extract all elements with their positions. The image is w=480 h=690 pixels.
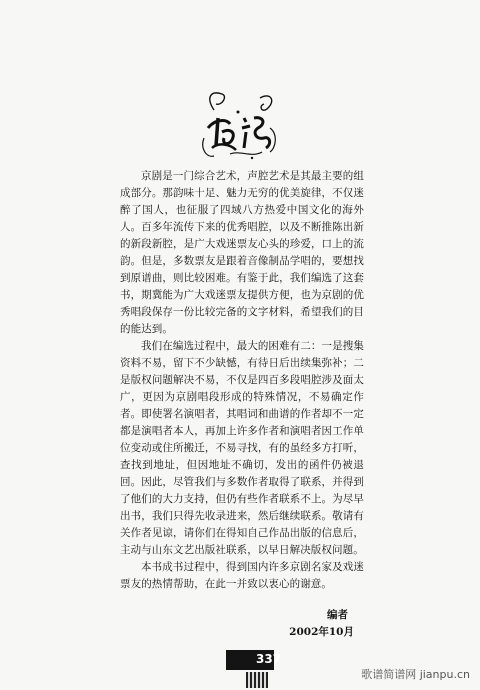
paragraph: 京剧是一门综合艺术，声腔艺术是其最主要的组成部分。那韵味十足、魅力无穷的优美旋律，不仅迷醉了国人，也征服了四域八方热爱中国文化的海外人。百多年流传下来的优秀唱腔，以及不断推陈出新的新段新腔，是广大戏迷票友心头的珍爱，口上的流韵。但是，多数票友是跟着音像制品学唱的，要想找到原谱曲，则比较困难。有鉴于此，我们编选了这套书，期冀能为广大戏迷票友提供方便，也为京剧的优秀唱段保存一份比较完备的文字材料，希望我们的目的能达到。 — [120, 170, 364, 335]
barcode-icon — [246, 672, 268, 688]
page-number-box — [226, 650, 282, 670]
paragraph: 本书成书过程中，得到国内许多京剧名家及戏迷票友的热情帮助，在此一并致以衷心的谢意。 — [120, 561, 364, 590]
date-label: 2002年10月 — [289, 626, 354, 638]
signature-block — [289, 607, 354, 641]
editor-label: 编者 — [327, 609, 348, 621]
page-number: 337 — [256, 652, 282, 666]
afterword-body — [120, 168, 364, 593]
paragraph: 我们在编选过程中，最大的困难有二：一是搜集资料不易，留下不少缺憾，有待日后出续集弥补；二是版权问题解决不易，不仅是四百多段唱腔涉及面太广，更因为京剧唱段形成的特殊情况，不易确定作者。即使署名演唱者，其唱词和曲谱的作者却不一定都是演唱者本人，再加上许多作者和演唱者因工作单位变动或住所搬迁，不易寻找，有的虽经多方打听，查找到地址，但因地址不确切，发出的函件仍被退回。因此，尽管我们与多数作者取得了联系，并得到了他们的大力支持，但仍有些作者联系不上。为尽早出书，我们只得先收录进来，然后继续联系。敬请有关作者见谅，请你们在得知自己作品出版的信息后，主动与山东文艺出版社联系，以早日解决版权问题。 — [120, 340, 364, 556]
watermark: 歌谱简谱网 jianpu.cn — [361, 668, 470, 681]
calligraphy-heading-icon — [200, 88, 278, 163]
